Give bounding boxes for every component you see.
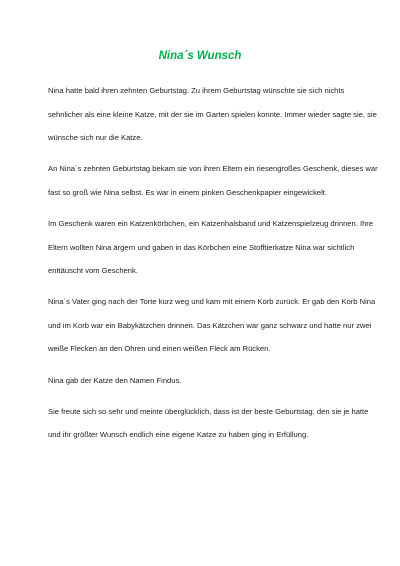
- document-title: Nina´s Wunsch: [158, 50, 242, 62]
- document-body: [48, 79, 378, 454]
- paragraph-2: An Nina´s zehnten Geburtstag bekam sie von ihren Eltern ein riesengroßes Geschenk, dieses war fast so groß wie Nina selbst. Es war in einem pinken Geschenkpapier eingewickelt.: [48, 164, 378, 197]
- paragraph-5: Nina gab der Katze den Namen Findus.: [48, 375, 182, 385]
- paragraph-6: Sie freute sich so sehr und meinte überglücklich, dass ist der beste Geburtstag, den sie je hatte und ihr größter Wunsch endlich eine eigene Katze zu haben ging in Erfüllung.: [48, 406, 369, 440]
- paragraph-3: Im Geschenk waren ein Katzenkörbchen, ein Katzenhalsband und Katzenspielzeug drinnen. Ihre Eltern wollten Nina ärgern und gaben in das Körbchen eine Stofftierkatze Nina war sichtlich enttäuscht vom Geschenk.: [48, 218, 374, 276]
- paragraph-4: Nina´s Vater ging nach der Torte kurz weg und kam mit einem Korb zurück. Er gab den Korb Nina und im Korb war ein Babykätzchen drinnen. Das Kätzchen war ganz schwarz und hatte nur zwei weiße Flecken an den Ohren und einen weißen Fleck am Rücken.: [48, 297, 376, 354]
- paragraph-1: Nina hatte bald ihren zehnten Geburtstag. Zu ihrem Geburtstag wünschte sie sich nichts sehnlicher als eine kleine Katze, mit der sie im Garten spielen konnte. Immer wieder sagte sie, sie wünsche sich nur die Katze.: [48, 86, 377, 143]
